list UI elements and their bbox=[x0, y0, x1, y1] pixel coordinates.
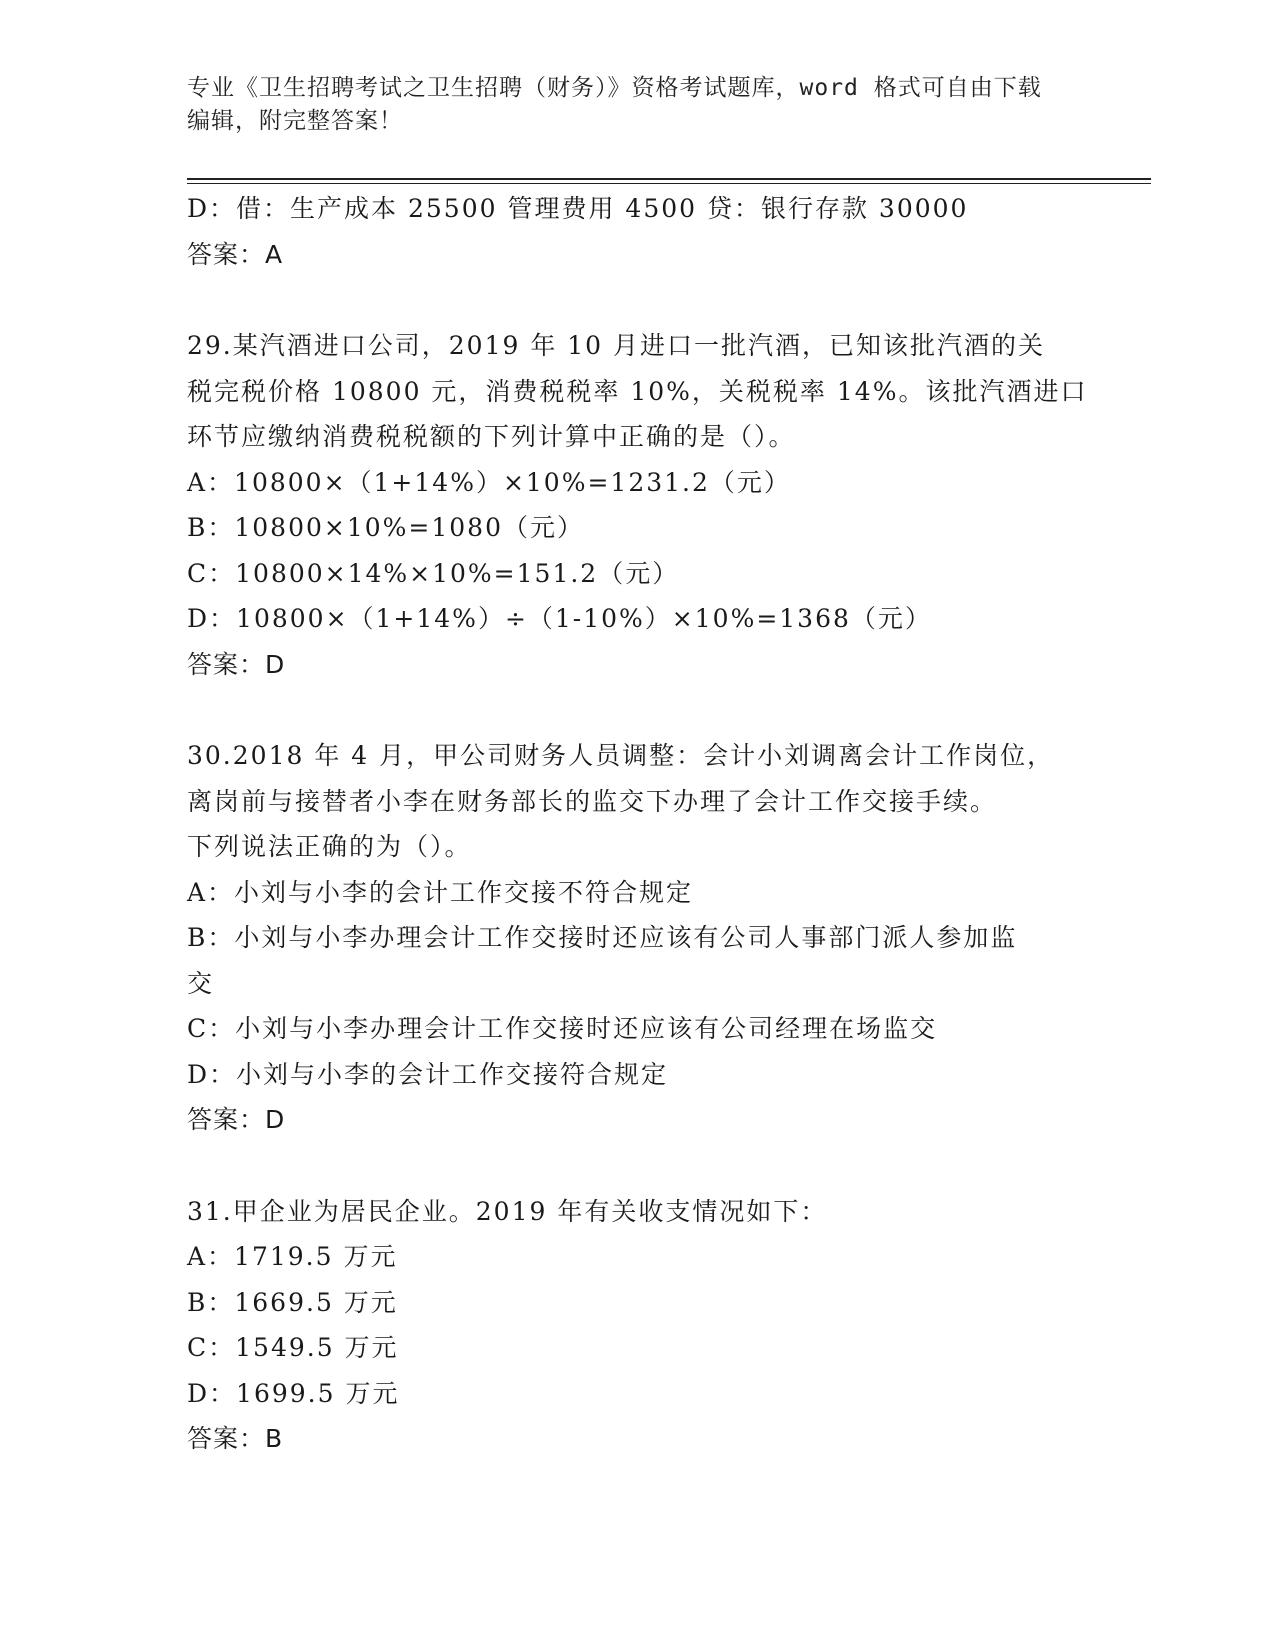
option-a: A：10800×（1+14%）×10%=1231.2（元） bbox=[187, 467, 791, 497]
answer-label: 答案：D bbox=[187, 1105, 286, 1134]
question-stem-line: 30.2018 年 4 月，甲公司财务人员调整：会计小刘调离会计工作岗位， bbox=[187, 741, 1055, 770]
answer-label: 答案：A bbox=[187, 239, 284, 269]
header-divider-thick bbox=[187, 178, 1151, 180]
question-29 bbox=[187, 323, 1087, 687]
option-c: C：小刘与小李办理会计工作交接时还应该有公司经理在场监交 bbox=[187, 1014, 938, 1043]
option-a: A：1719.5 万元 bbox=[187, 1242, 398, 1271]
header-line-2: 编辑，附完整答案！ bbox=[187, 108, 403, 134]
spacer bbox=[187, 1143, 1087, 1189]
header-divider-thin bbox=[187, 183, 1151, 184]
page-header bbox=[187, 72, 1087, 138]
header-line-1: 专业《卫生招聘考试之卫生招聘（财务）》资格考试题库，word 格式可自由下载 bbox=[187, 75, 1042, 101]
spacer bbox=[187, 687, 1087, 733]
question-stem-line: 31.甲企业为居民企业。2019 年有关收支情况如下： bbox=[187, 1196, 828, 1226]
option-a: A：小刘与小李的会计工作交接不符合规定 bbox=[187, 877, 694, 907]
question-stem-line: 税完税价格 10800 元，消费税税率 10%，关税税率 14%。该批汽酒进口 bbox=[187, 376, 1088, 406]
answer-label: 答案：D bbox=[187, 649, 286, 679]
document-body bbox=[187, 186, 1087, 1462]
answer-label: 答案：B bbox=[187, 1424, 284, 1453]
question-stem-line: 环节应缴纳消费税税额的下列计算中正确的是（）。 bbox=[187, 422, 796, 451]
option-b: B：1669.5 万元 bbox=[187, 1287, 398, 1317]
option-d: D：小刘与小李的会计工作交接符合规定 bbox=[187, 1059, 669, 1089]
spacer bbox=[187, 277, 1087, 323]
option-d: D：1699.5 万元 bbox=[187, 1378, 400, 1408]
question-31 bbox=[187, 1189, 1087, 1462]
question-stem-line: 离岗前与接替者小李在财务部长的监交下办理了会计工作交接手续。 bbox=[187, 786, 998, 816]
option-c: C：1549.5 万元 bbox=[187, 1333, 399, 1362]
option-d: D：10800×（1+14%）÷（1-10%）×10%=1368（元） bbox=[187, 604, 932, 633]
option-b-continued: 交 bbox=[187, 968, 215, 998]
option-d: D：借：生产成本 25500 管理费用 4500 贷：银行存款 30000 bbox=[187, 194, 969, 223]
question-30 bbox=[187, 733, 1087, 1143]
question-28-tail bbox=[187, 186, 1087, 277]
question-stem-line: 下列说法正确的为（）。 bbox=[187, 832, 472, 861]
question-stem-line: 29.某汽酒进口公司，2019 年 10 月进口一批汽酒，已知该批汽酒的关 bbox=[187, 331, 1046, 360]
option-b: B：10800×10%=1080（元） bbox=[187, 513, 584, 542]
option-c: C：10800×14%×10%=151.2（元） bbox=[187, 558, 680, 588]
option-b: B：小刘与小李办理会计工作交接时还应该有公司人事部门派人参加监 bbox=[187, 923, 1018, 952]
